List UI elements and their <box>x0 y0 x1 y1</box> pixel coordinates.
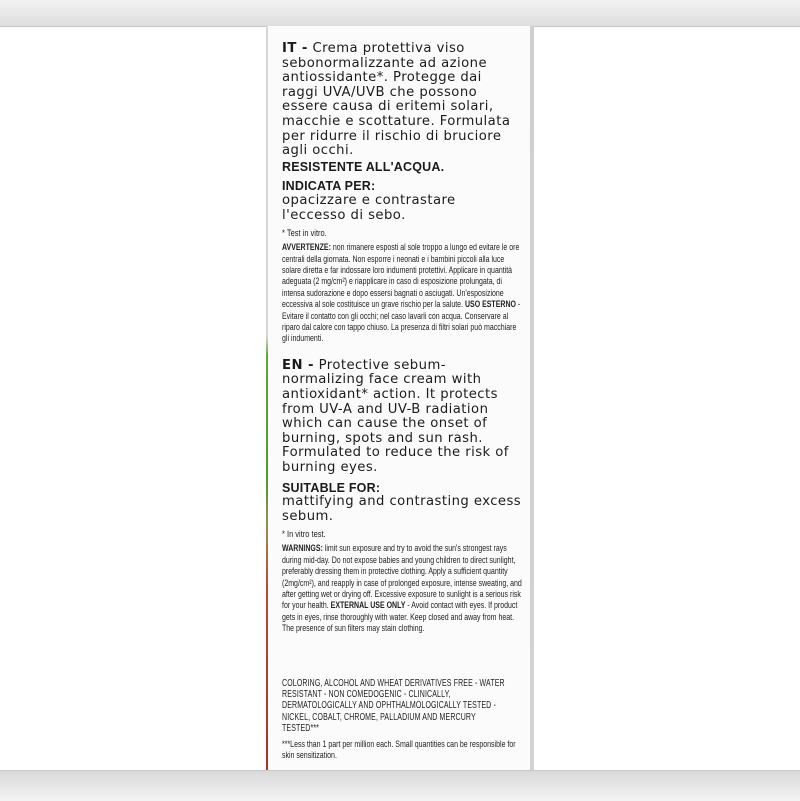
en-external-label: EXTERNAL USE ONLY <box>330 600 406 612</box>
en-suitable-text: mattifying and contrasting excess sebum. <box>282 494 522 524</box>
free-from-claims: COLORING, ALCOHOL AND WHEAT DERIVATIVES FREE - WATER RESISTANT - NON COMEDOGENIC - CLINICALLY, DERMATOLOGICALLY AND OPHTHALMOLOGICALLY TESTED - NICKEL, COBALT, CHROME, PALLADIUM AND MERCURY TESTED*** <box>282 678 505 734</box>
it-external-label: USO ESTERNO <box>464 299 516 311</box>
en-intro <box>282 359 522 476</box>
it-water-resistant: RESISTENTE ALL'ACQUA. <box>282 159 445 174</box>
box-right-edge <box>530 26 534 770</box>
triple-asterisk-note: ***Less than 1 part per million each. Small quantities can be responsible for skin sensitization. <box>282 739 516 762</box>
en-intro-text: Protective sebum-normalizing face cream with antioxidant* action. It protects from UV-A and UV-B radiation which can cause the onset of burning, spots and sun rash. Formulated to reduce the risk of burning eyes. <box>282 357 509 475</box>
label-text <box>282 40 522 635</box>
en-warnings-text: limit sun exposure and try to avoid the sun's strongest rays during mid-day. Do not expose babies and young children to direct sunlight, preferably dressing them in protective clothing. Apply a sufficient quantity (2mg/cm²), and reapply in case of prolonged exposure, intense sweating, and after getting wet or drying off. Excessive exposure to sunlight is a serious risk for your health. <box>282 543 522 612</box>
en-footnote: * In vitro test. <box>282 529 326 541</box>
it-footnote: * Test in vitro. <box>282 228 327 240</box>
it-intro-text: Crema protettiva viso sebonormalizzante ad azione antiossidante*. Protegge dai raggi UVA/UVB che possono essere causa di eritemi solari, macchie e scottature. Formulata per ridurre il rischio di bruciore agli occhi. <box>282 41 511 159</box>
en-code: EN - <box>282 357 314 373</box>
box-top-edge <box>0 0 800 27</box>
it-indicated-heading: INDICATA PER: <box>282 179 376 194</box>
en-warnings <box>282 543 522 634</box>
en-external-text: - Avoid contact with eyes. If product gets in eyes, rinse thoroughly with water. Keep closed and away from heat. The presence of sun filters may stain clothing. <box>282 600 518 635</box>
it-external-text: - Evitare il contatto con gli occhi; nel caso lavarli con acqua. Conservare al riparo dal calore con tappo chiuso. La presenza di filtri solari può macchiare gli indumenti. <box>282 299 521 345</box>
box-bottom-edge <box>0 770 800 801</box>
it-warnings <box>282 242 522 345</box>
en-suitable-heading: SUITABLE FOR: <box>282 480 381 495</box>
it-warnings-label: AVVERTENZE: <box>282 242 331 254</box>
it-warnings-text: non rimanere esposti al sole troppo a lungo ed evitare le ore centrali della giornata. Non esporre i neonati e i bambini piccoli alla luce solare diretta e far indossare loro indumenti protettivi. Applicare in quantità adeguata (2 mg/cm²) e riapplicare in caso di esposizione prolungata, di intensa sudorazione e dopo essersi bagnati o asciugati. Un'esposizione eccessiva al sole costituisce un grave rischio per la salute. <box>282 242 520 311</box>
it-intro <box>282 42 522 159</box>
free-from-block <box>282 678 522 762</box>
en-warnings-label: WARNINGS: <box>282 543 323 555</box>
it-code: IT - <box>282 41 308 56</box>
it-indicated-text: opacizzare e contrastare l'eccesso di sebo. <box>282 192 456 223</box>
